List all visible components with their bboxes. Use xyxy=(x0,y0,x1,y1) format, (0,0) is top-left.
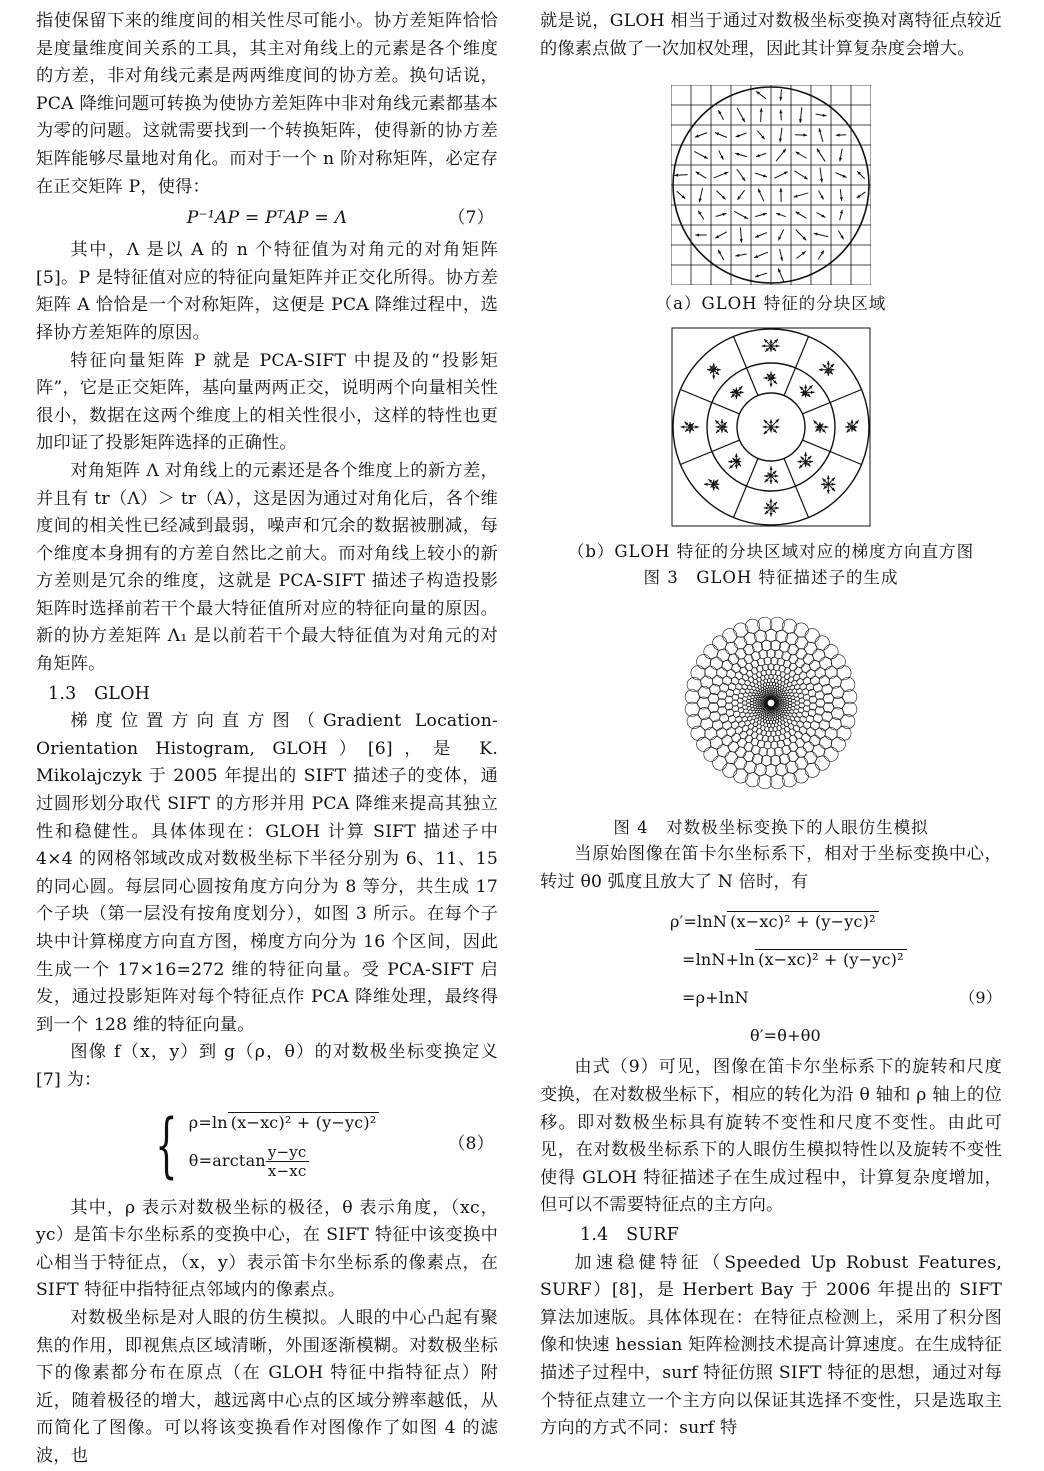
paragraph: 图像 f（x，y）到 g（ρ，θ）的对数极坐标变换定义 [7] 为： xyxy=(36,1039,498,1094)
caption-a: （a）GLOH 特征的分块区域 xyxy=(540,291,1002,317)
arrow-head xyxy=(712,487,715,491)
receptive-field xyxy=(725,642,737,654)
eq9-line3: =ρ+lnN xyxy=(682,988,749,1007)
receptive-field xyxy=(794,623,808,637)
receptive-field xyxy=(824,645,838,659)
receptive-field xyxy=(793,674,800,681)
arrow-head xyxy=(819,368,823,371)
sector-line xyxy=(802,440,861,464)
receptive-field xyxy=(697,737,711,751)
receptive-field xyxy=(701,676,713,688)
receptive-field xyxy=(744,761,756,773)
receptive-field xyxy=(723,629,737,643)
receptive-field xyxy=(710,657,722,669)
equation-8 xyxy=(36,1099,498,1191)
arrow-head xyxy=(769,480,772,484)
receptive-field xyxy=(740,667,748,675)
eq8-numerator: y−yc xyxy=(266,1143,309,1162)
arrow-head xyxy=(776,426,780,429)
equation-9 xyxy=(540,906,1002,1054)
receptive-field xyxy=(803,742,813,752)
paragraph: 其中，Λ 是以 A 的 n 个特征值为对角元的对角矩阵 [5]。P 是特征值对应的特征向量矩阵并正交化所得。协方差矩阵 A 恰恰是一个对称矩阵，这便是 PCA 降维过程中，选择协方差矩阵的原因。 xyxy=(36,237,498,347)
arrow-head xyxy=(794,195,798,198)
arrow-head xyxy=(695,426,699,429)
paragraph: 当原始图像在笛卡尔坐标系下，相对于坐标变换中心，转过 θ0 弧度且放大了 N 倍时，有 xyxy=(540,841,1002,896)
arrow-head xyxy=(769,466,772,470)
arrow-head xyxy=(728,460,732,463)
arrow-head xyxy=(769,420,772,424)
arrow-head xyxy=(735,153,739,156)
arrow-head xyxy=(854,426,858,429)
receptive-field xyxy=(735,672,743,680)
paragraph: 其中，ρ 表示对数极坐标的极径，θ 表示角度，（xc，yc）是笛卡尔坐标系的变换中心，在 SIFT 特征中该变换中心相当于特征点，（x，y）表示笛卡尔坐标系的像素点，在 SIFT 特征中指特征点邻域内的像素点。 xyxy=(36,1195,498,1305)
receptive-field xyxy=(782,773,796,787)
receptive-field xyxy=(732,664,741,673)
receptive-field xyxy=(728,654,738,664)
receptive-field xyxy=(735,727,743,735)
section-heading-1-4: 1.4 SURF xyxy=(540,1222,1002,1250)
gloh-grid-figure xyxy=(671,85,871,285)
paragraph: 指使保留下来的维度间的相关性尽可能小。协方差矩阵恰恰是度量维度间关系的工具，其主对角线上的元素是各个维度的方差，非对角线元素是两两维度间的协方差。换句话说，PCA 降维问题可转换为使协方差矩阵中非对角线元素都基本为零的问题。这就需要找到一个转换矩阵，使得新的协方差矩阵能够尽量地对角化。而对于一个 n 阶对称矩阵，必定存在正交矩阵 P，使得： xyxy=(36,8,498,201)
arrow-head xyxy=(804,385,807,389)
eq8-denominator: x−xc xyxy=(268,1162,307,1180)
arrow-head xyxy=(688,430,691,434)
arrow-head xyxy=(762,345,766,348)
arrow-head xyxy=(827,372,830,376)
receptive-field xyxy=(805,752,817,764)
receptive-field xyxy=(829,718,841,730)
arrow-head xyxy=(730,391,734,394)
arrow-head xyxy=(850,420,853,424)
eq9-line1: ρ′=lnN xyxy=(670,912,727,931)
arrow-head xyxy=(836,134,840,137)
eq9-sqrt1: (x−xc)² + (y−yc)² xyxy=(727,911,879,931)
arrow-head xyxy=(735,396,738,400)
right-column xyxy=(540,8,1002,1443)
receptive-field xyxy=(704,645,718,659)
receptive-field xyxy=(734,769,748,783)
caption-fig4: 图 4 对数极坐标变换下的人眼仿生模拟 xyxy=(540,815,1002,841)
arrow-head xyxy=(821,483,825,486)
arrow-head xyxy=(779,110,782,114)
brace: { xyxy=(155,1110,177,1180)
arrow-head xyxy=(769,499,772,503)
receptive-field xyxy=(820,657,832,669)
receptive-field xyxy=(813,745,825,757)
paragraph: 梯度位置方向直方图（Gradient Location-Orientation Histogram, GLOH）[6]，是 K. Mikolajczyk 于 2005 年提出的 SIFT 描述子的变体，通过圆形划分取代 SIFT 的方形并用 PCA 降维来提高其独立性和稳健性。具体体现在：GLOH 计算 SIFT 描述子中 4×4 的网格邻域改成对数极坐标下半径分别为 6、11、15 的同心圆。每层同心圆按角度方向分为 8 等分，共生成 17 个子块（第一层没有按角度划分），如图 3 所示。在每个子块中计算梯度方向直方图，梯度方向分为 16 个区间，因此生成一个 17×16=272 维的特征向量。受 PCA-SIFT 启发，通过投影矩阵对每个特征点作 PCA 降维处理，最终得到一个 128 维的特征向量。 xyxy=(36,708,498,1039)
arrow-head xyxy=(769,340,772,344)
arrow-head xyxy=(769,513,772,517)
arrow-head xyxy=(769,372,772,376)
arrow-head xyxy=(763,213,767,216)
arrow-head xyxy=(811,391,815,394)
arrow-head xyxy=(720,419,723,423)
arrow-head xyxy=(764,507,768,510)
sector-line xyxy=(784,459,808,518)
receptive-field xyxy=(841,678,855,692)
arrow-head xyxy=(827,476,830,480)
receptive-field xyxy=(786,633,798,645)
equation-number: （7） xyxy=(448,205,494,233)
arrow-head xyxy=(712,376,715,380)
arrow-head xyxy=(740,239,743,243)
receptive-field xyxy=(837,726,851,740)
equation-7 xyxy=(36,205,498,233)
receptive-field xyxy=(704,747,718,761)
arrow-head xyxy=(832,483,836,486)
equation-number: （9） xyxy=(959,982,1002,1014)
arrow-head xyxy=(755,275,759,278)
receptive-field xyxy=(803,654,813,664)
receptive-field xyxy=(795,667,803,675)
equation-body: P⁻¹AP = PᵀAP = Λ xyxy=(187,205,348,233)
arrow-head xyxy=(716,426,720,429)
arrow-head xyxy=(760,108,763,112)
left-column xyxy=(36,8,498,1471)
arrow-head xyxy=(775,507,779,510)
receptive-field xyxy=(801,664,810,673)
arrow-head xyxy=(827,361,830,365)
arrow-head xyxy=(809,460,813,463)
paragraph: 对数极坐标是对人眼的仿生模拟。人眼的中心凸起有聚焦的作用，即视焦点区域清晰，外围逐渐模糊。对数极坐标下的像素都分布在原点（在 GLOH 特征中指特征点）附近，随着极径的增大，越远离中心点的区域分辨率越低，从而简化了图像。可以将该变换看作对图像作了如图 4 的滤波，也 xyxy=(36,1305,498,1471)
arrow-head xyxy=(704,483,708,486)
arrow-head xyxy=(755,235,759,238)
paragraph: 加速稳健特征（Speeded Up Robust Features, SURF）[8]，是 Herbert Bay 于 2006 年提出的 SIFT 算法加速版。具体体现在：在特征点检测上，采用了积分图像和快速 hessian 矩阵检测技术提高计算速度。在生成特征描述子过程中，surf 特征仿照 SIFT 特征的思想，通过对每个特征点建立一个主方向以保证其选择不变性，只是选取主方向的方式不同：surf 特 xyxy=(540,1250,1002,1443)
receptive-field xyxy=(810,735,820,745)
arrow-head xyxy=(720,429,723,433)
arrow-head xyxy=(769,348,772,352)
eq9-line2: =lnN+ln xyxy=(682,950,755,969)
arrow-head xyxy=(825,426,829,429)
arrow-head xyxy=(763,174,767,177)
receptive-field xyxy=(787,719,792,724)
arrow-head xyxy=(735,465,738,469)
receptive-field xyxy=(723,763,737,777)
arrow-head xyxy=(769,384,772,388)
paragraph: 特征向量矩阵 P 就是 PCA-SIFT 中提及的“投影矩阵”，它是正交矩阵，基向量两两正交，说明两个向量相关性很小，数据在这两个维度上的相关性很小，这样的特性也更加印证了投影矩阵选择的正确性。 xyxy=(36,348,498,458)
receptive-field xyxy=(687,715,701,729)
arrow-head xyxy=(695,135,699,138)
arrow-head xyxy=(804,452,807,456)
arrow-head xyxy=(804,463,807,467)
log-polar-eye-figure xyxy=(671,603,871,803)
receptive-field xyxy=(722,661,732,671)
arrow-head xyxy=(712,363,715,367)
arrow-head xyxy=(779,188,782,192)
arrow-head xyxy=(803,134,807,137)
arrow-head xyxy=(764,377,768,380)
receptive-field xyxy=(691,666,705,680)
receptive-field xyxy=(813,649,825,661)
arrow-head xyxy=(674,174,678,177)
receptive-field xyxy=(805,629,819,643)
receptive-field xyxy=(750,719,755,724)
arrow-head xyxy=(724,426,728,429)
sector-line xyxy=(733,337,757,396)
eq8-sqrt: (x−xc)² + (y−yc)² xyxy=(228,1112,380,1132)
receptive-field xyxy=(820,737,832,749)
gloh-histogram-figure xyxy=(671,327,871,527)
arrow-head xyxy=(763,426,767,429)
receptive-field xyxy=(722,735,732,745)
arrow-head xyxy=(695,234,699,237)
arrow-head xyxy=(724,172,728,175)
receptive-field xyxy=(742,674,749,681)
receptive-field xyxy=(799,727,807,735)
receptive-field xyxy=(824,747,838,761)
receptive-field xyxy=(697,655,711,669)
receptive-field xyxy=(787,682,792,687)
arrow-head xyxy=(819,128,822,132)
receptive-field xyxy=(713,636,727,650)
receptive-field xyxy=(750,682,755,687)
sector-line xyxy=(733,459,757,518)
arrow-head xyxy=(764,475,768,478)
arrow-head xyxy=(716,483,720,486)
receptive-field xyxy=(732,734,741,743)
receptive-field xyxy=(799,672,807,680)
arrow-head xyxy=(798,460,802,463)
section-heading-1-3: 1.3 GLOH xyxy=(36,681,498,709)
arrow-head xyxy=(818,429,821,433)
arrow-head xyxy=(722,213,726,216)
receptive-field xyxy=(805,642,817,654)
eq9-line4: θ′=θ+θ0 xyxy=(750,1026,821,1045)
receptive-field xyxy=(713,756,727,770)
arrow-head xyxy=(754,255,758,258)
equation-number: （8） xyxy=(448,1131,494,1159)
arrow-head xyxy=(776,345,780,348)
arrow-head xyxy=(769,429,772,433)
receptive-field xyxy=(717,745,729,757)
receptive-field xyxy=(717,649,729,661)
receptive-field xyxy=(810,661,820,671)
receptive-field xyxy=(742,725,749,732)
eq8-theta: θ=arctan xyxy=(189,1151,266,1170)
arrow-head xyxy=(775,475,779,478)
arrow-head xyxy=(800,391,804,394)
eq8-rho: ρ=ln xyxy=(189,1113,228,1132)
receptive-field xyxy=(795,731,803,739)
receptive-field xyxy=(815,756,829,770)
paragraph: 就是说，GLOH 相当于通过对数极坐标变换对离特征点较近的像素点做了一次加权处理，因此其计算复杂度会增大。 xyxy=(540,8,1002,63)
receptive-field xyxy=(745,619,759,633)
caption-fig3: 图 3 GLOH 特征描述子的生成 xyxy=(540,565,1002,591)
arrow-head xyxy=(681,426,685,429)
sector-line xyxy=(680,390,739,414)
receptive-field xyxy=(805,763,819,777)
receptive-field xyxy=(801,734,810,743)
paragraph: 由式（9）可见，图像在笛卡尔坐标系下的旋转和尺度变换，在对数极坐标下，相应的转化为沿 θ 轴和 ρ 轴上的位移。即对数极坐标具有旋转不变性和尺度不变性。由此可见，在对数极坐标系下的人眼仿生模拟特性以及旋转不变性使得 GLOH 特征描述子在生成过程中，计算复杂度增加，但可以不需要特征点的主方向。 xyxy=(540,1054,1002,1220)
caption-b: （b）GLOH 特征的分块区域对应的梯度方向直方图 xyxy=(540,539,1002,565)
eq9-sqrt2: (x−xc)² + (y−yc)² xyxy=(755,949,907,969)
arrow-head xyxy=(715,133,719,136)
arrow-head xyxy=(735,454,738,458)
receptive-field xyxy=(728,742,738,752)
receptive-field xyxy=(793,725,800,732)
arrow-head xyxy=(776,213,780,216)
arrow-head xyxy=(717,368,721,371)
arrow-head xyxy=(736,134,740,137)
receptive-field xyxy=(740,731,748,739)
receptive-field xyxy=(710,737,722,749)
arrow-head xyxy=(845,426,849,429)
eq8-fraction xyxy=(266,1143,309,1180)
receptive-field xyxy=(831,737,845,751)
receptive-field xyxy=(831,655,845,669)
arrow-head xyxy=(827,490,830,494)
arrow-head xyxy=(756,154,760,157)
paragraph: 对角矩阵 Λ 对角线上的元素还是各个维度上的新方差，并且有 tr（Λ）＞ tr（A），这是因为通过对角化后，各个维度间的相关性已经减到最弱，噪声和冗余的数据被删减，每个维度本身拥有的方差自然比之前大。而对角线上较小的新方差则是冗余的维度，这就是 PCA-SIFT 描述子构造投影矩阵时选择前若干个最大特征值所对应的特征向量的原因。新的协方差矩阵 Λ₁ 是以前若干个最大特征值为对角元的对角矩阵。 xyxy=(36,458,498,679)
receptive-field xyxy=(725,752,737,764)
arrow-head xyxy=(740,391,744,394)
arrow-head xyxy=(707,368,711,371)
receptive-field xyxy=(815,636,829,650)
